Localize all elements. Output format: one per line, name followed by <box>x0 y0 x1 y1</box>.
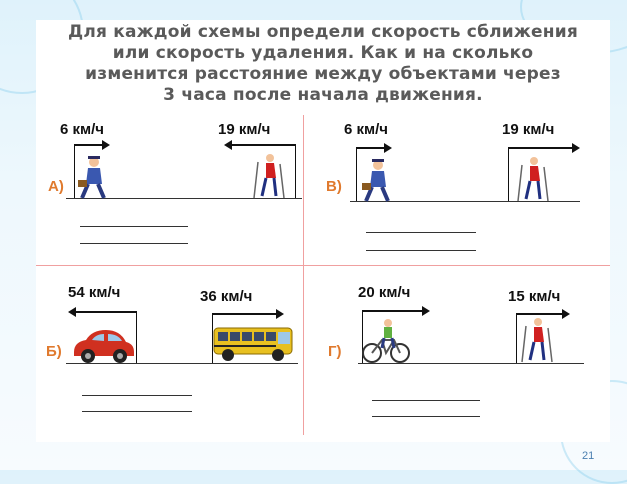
car-icon <box>70 326 136 364</box>
title-line: изменится расстояние между объектами через <box>85 64 561 84</box>
vertical-divider <box>303 115 304 435</box>
answer-line[interactable] <box>366 250 476 251</box>
skier-icon <box>516 155 550 203</box>
speed-label-right: 15 км/ч <box>508 288 561 305</box>
start-tick <box>356 147 357 201</box>
arrow-right <box>356 147 390 149</box>
task-title <box>36 22 610 106</box>
arrow-right <box>516 313 568 315</box>
speed-label-right: 19 км/ч <box>502 121 555 138</box>
answer-line[interactable] <box>82 395 192 396</box>
speed-label-left: 6 км/ч <box>60 121 104 138</box>
arrow-left <box>226 144 296 146</box>
start-tick <box>295 144 296 198</box>
skier-icon <box>252 152 286 200</box>
answer-line[interactable] <box>80 226 188 227</box>
speed-label-right: 36 км/ч <box>200 288 253 305</box>
answer-line[interactable] <box>372 400 480 401</box>
speed-label-left: 6 км/ч <box>344 121 388 138</box>
start-tick <box>516 313 517 363</box>
arrow-right <box>212 313 282 315</box>
scheme-label: Б) <box>46 343 62 360</box>
page-number: 21 <box>582 450 595 462</box>
walking-man-icon <box>78 156 110 200</box>
arrow-right <box>508 147 578 149</box>
title-line: или скорость удаления. Как и на сколько <box>112 43 534 63</box>
answer-line[interactable] <box>82 411 192 412</box>
title-line: 3 часа после начала движения. <box>163 85 483 105</box>
horizontal-divider <box>36 265 610 266</box>
answer-line[interactable] <box>80 243 188 244</box>
scheme-label: А) <box>48 178 64 195</box>
scheme-label: Г) <box>328 343 342 360</box>
walking-man-icon <box>362 159 394 203</box>
scheme-label: В) <box>326 178 342 195</box>
arrow-right <box>74 144 108 146</box>
answer-line[interactable] <box>372 416 480 417</box>
arrow-left <box>70 311 136 313</box>
start-tick <box>136 311 137 363</box>
speed-label-right: 19 км/ч <box>218 121 271 138</box>
arrow-right <box>362 310 428 312</box>
start-tick <box>508 147 509 201</box>
cyclist-icon <box>362 318 410 364</box>
speed-label-left: 54 км/ч <box>68 284 121 301</box>
bus-icon <box>212 324 296 364</box>
answer-line[interactable] <box>366 232 476 233</box>
skier-icon <box>520 316 554 364</box>
speed-label-left: 20 км/ч <box>358 284 411 301</box>
start-tick <box>74 144 75 198</box>
slide-canvas <box>36 20 610 442</box>
title-line: Для каждой схемы определи скорость сближения <box>68 22 578 42</box>
